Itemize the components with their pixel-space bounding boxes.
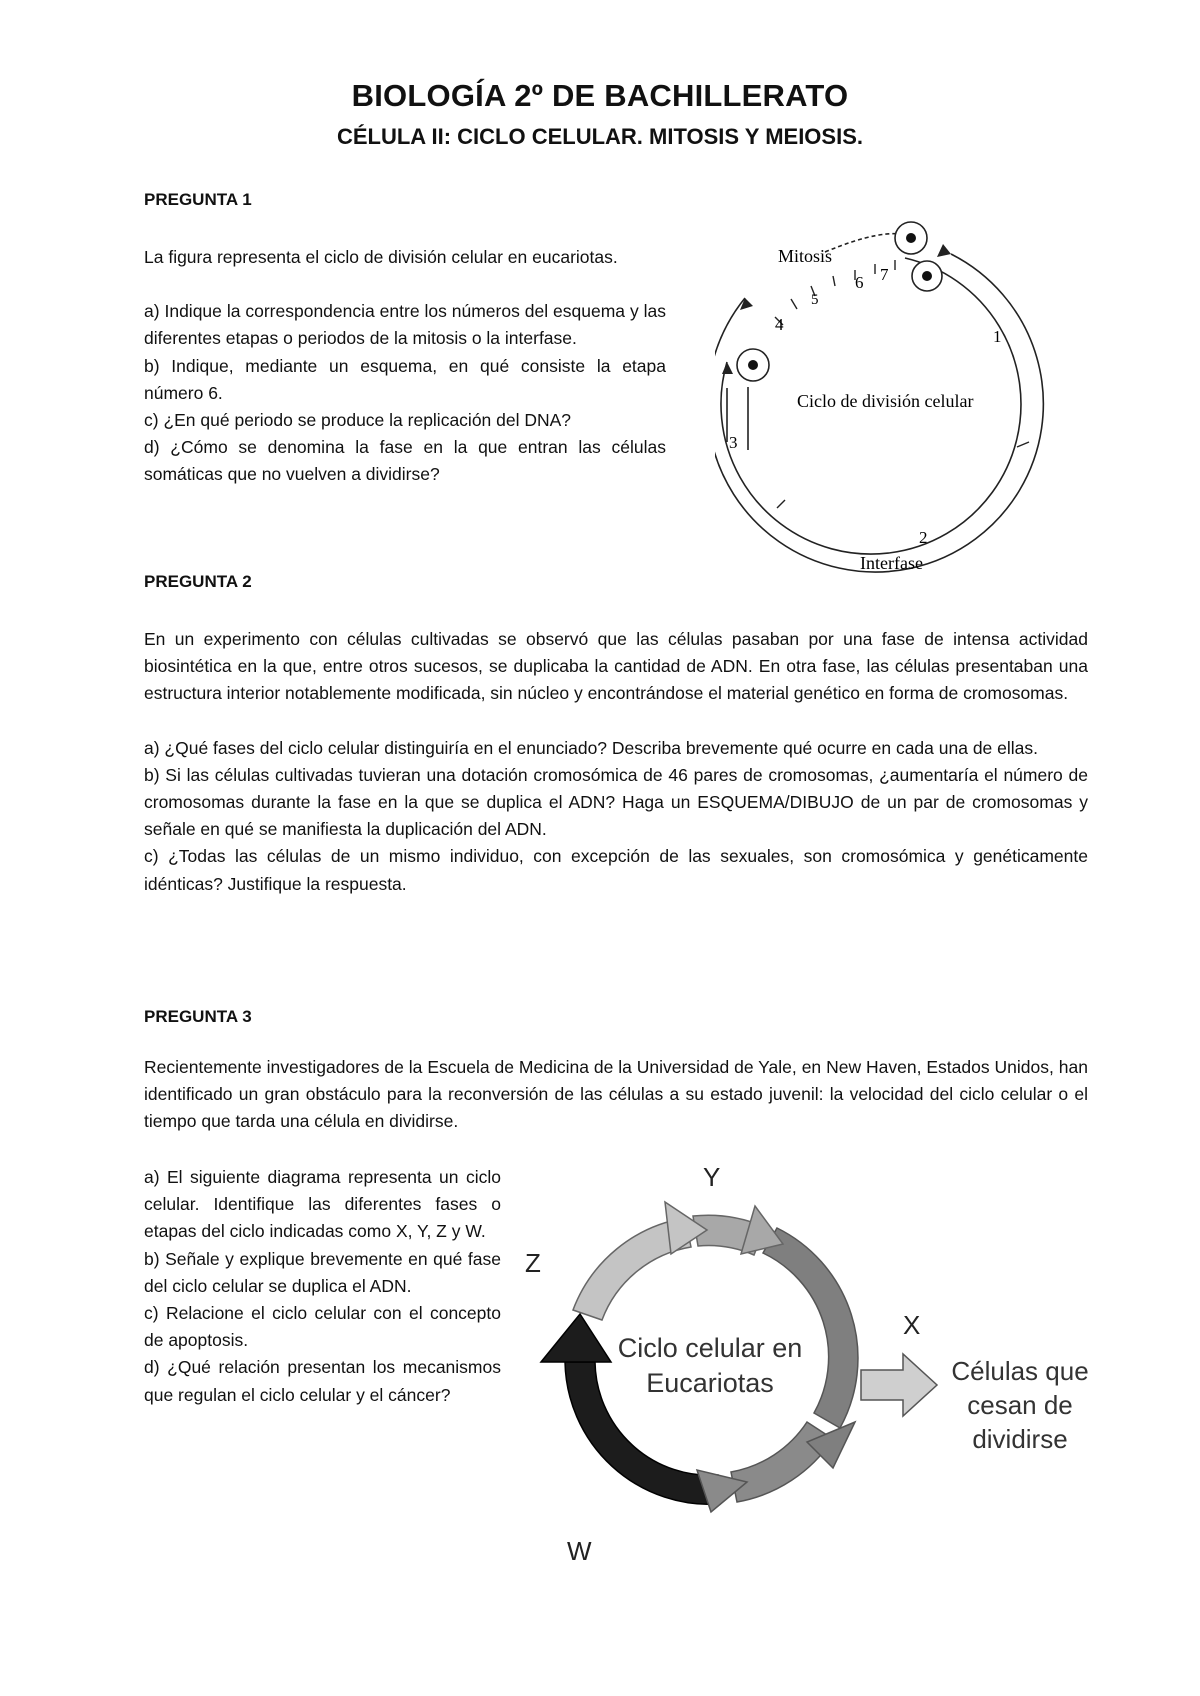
cycle-number-6: 6 — [855, 273, 864, 292]
question-2-text — [144, 626, 1088, 898]
question-1-text — [144, 244, 666, 489]
eukaryotic-cell-cycle-diagram — [515, 1150, 1100, 1570]
q2-intro: En un experimento con células cultivadas se observó que las células pasaban por una fase de intensa actividad biosintética en la que, entre otros sucesos, se duplicaba la cantidad de ADN. En otra fase, las células presentaban una estructura interior notablemente modificada, sin núcleo y encontrándose el material genético en forma de cromosomas. — [144, 629, 1088, 704]
q3-item-b: b) Señale y explique brevemente en qué fase del ciclo celular se duplica el ADN. — [144, 1248, 501, 1296]
cycle-number-5: 5 — [811, 292, 819, 308]
phase-label-z: Z — [525, 1248, 541, 1278]
q1-item-a: a) Indique la correspondencia entre los números del esquema y las diferentes etapas o periodos de la mitosis o la interfase. — [144, 301, 666, 349]
document-subtitle: CÉLULA II: CICLO CELULAR. MITOSIS Y MEIOSIS. — [336, 124, 863, 149]
cycle-center-label: Ciclo de división celular — [797, 391, 974, 411]
cycle-number-3: 3 — [729, 433, 738, 452]
q1-item-d: d) ¿Cómo se denomina la fase en la que entran las células somáticas que no vuelven a dividirse? — [144, 437, 666, 485]
q1-item-c: c) ¿En qué periodo se produce la replicación del DNA? — [144, 410, 572, 431]
cycle-number-4: 4 — [775, 315, 784, 334]
q3-item-c: c) Relacione el ciclo celular con el concepto de apoptosis. — [144, 1303, 501, 1351]
exit-label-line-1: Células que — [951, 1356, 1089, 1386]
q1-item-b: b) Indique, mediante un esquema, en qué consiste la etapa número 6. — [144, 355, 666, 403]
cell-division-cycle-diagram — [715, 212, 1060, 577]
phase-label-y: Y — [703, 1162, 721, 1192]
q1-intro: La figura representa el ciclo de división celular en eucariotas. — [144, 247, 618, 267]
phase-label-w: W — [567, 1536, 592, 1566]
question-3-items — [144, 1164, 501, 1409]
cycle-number-7: 7 — [880, 265, 889, 284]
cycle-number-1: 1 — [993, 327, 1002, 346]
q3-item-d: d) ¿Qué relación presentan los mecanismos que regulan el ciclo celular y el cáncer? — [144, 1357, 501, 1405]
interfase-label: Interfase — [860, 553, 923, 573]
phase-label-x: X — [903, 1310, 921, 1340]
question-1-heading: PREGUNTA 1 — [144, 190, 252, 209]
q2-item-b: b) Si las células cultivadas tuvieran una dotación cromosómica de 46 pares de cromosomas, ¿aumentaría el número de cromosomas durante la fase en la que se duplica el ADN? Haga un ESQUEMA/DIBUJO de un par de cromosomas y señale en qué se manifiesta la duplicación del ADN. — [144, 764, 1088, 840]
question-3-intro: Recientemente investigadores de la Escuela de Medicina de la Universidad de Yale, en New Haven, Estados Unidos, han identificado un gran obstáculo para la reconversión de las células a su estado juvenil: la velocidad del ciclo celular o el tiempo que tarda una célula en dividirse. — [144, 1057, 1088, 1132]
q2-item-c: c) ¿Todas las células de un mismo individuo, con excepción de las sexuales, son cromosómica y genéticamente idénticas? Justifique la respuesta. — [144, 846, 1088, 894]
exit-label-line-3: dividirse — [972, 1424, 1068, 1454]
q2-item-a: a) ¿Qué fases del ciclo celular distinguiría en el enunciado? Describa brevemente qué ocurre en cada una de ellas. — [144, 737, 1038, 758]
cycle-center-line-1: Ciclo celular en — [617, 1333, 803, 1363]
cycle-center-line-2: Eucariotas — [646, 1368, 774, 1398]
question-3-heading: PREGUNTA 3 — [144, 1007, 252, 1026]
exit-label-line-2: cesan de — [967, 1390, 1073, 1420]
cycle-number-2: 2 — [919, 528, 928, 547]
question-2-heading: PREGUNTA 2 — [144, 572, 252, 591]
q3-item-a: a) El siguiente diagrama representa un ciclo celular. Identifique las diferentes fases o etapas del ciclo indicadas como X, Y, Z y W. — [144, 1167, 501, 1242]
document-title: BIOLOGÍA 2º DE BACHILLERATO — [351, 78, 849, 113]
mitosis-label: Mitosis — [778, 246, 833, 266]
